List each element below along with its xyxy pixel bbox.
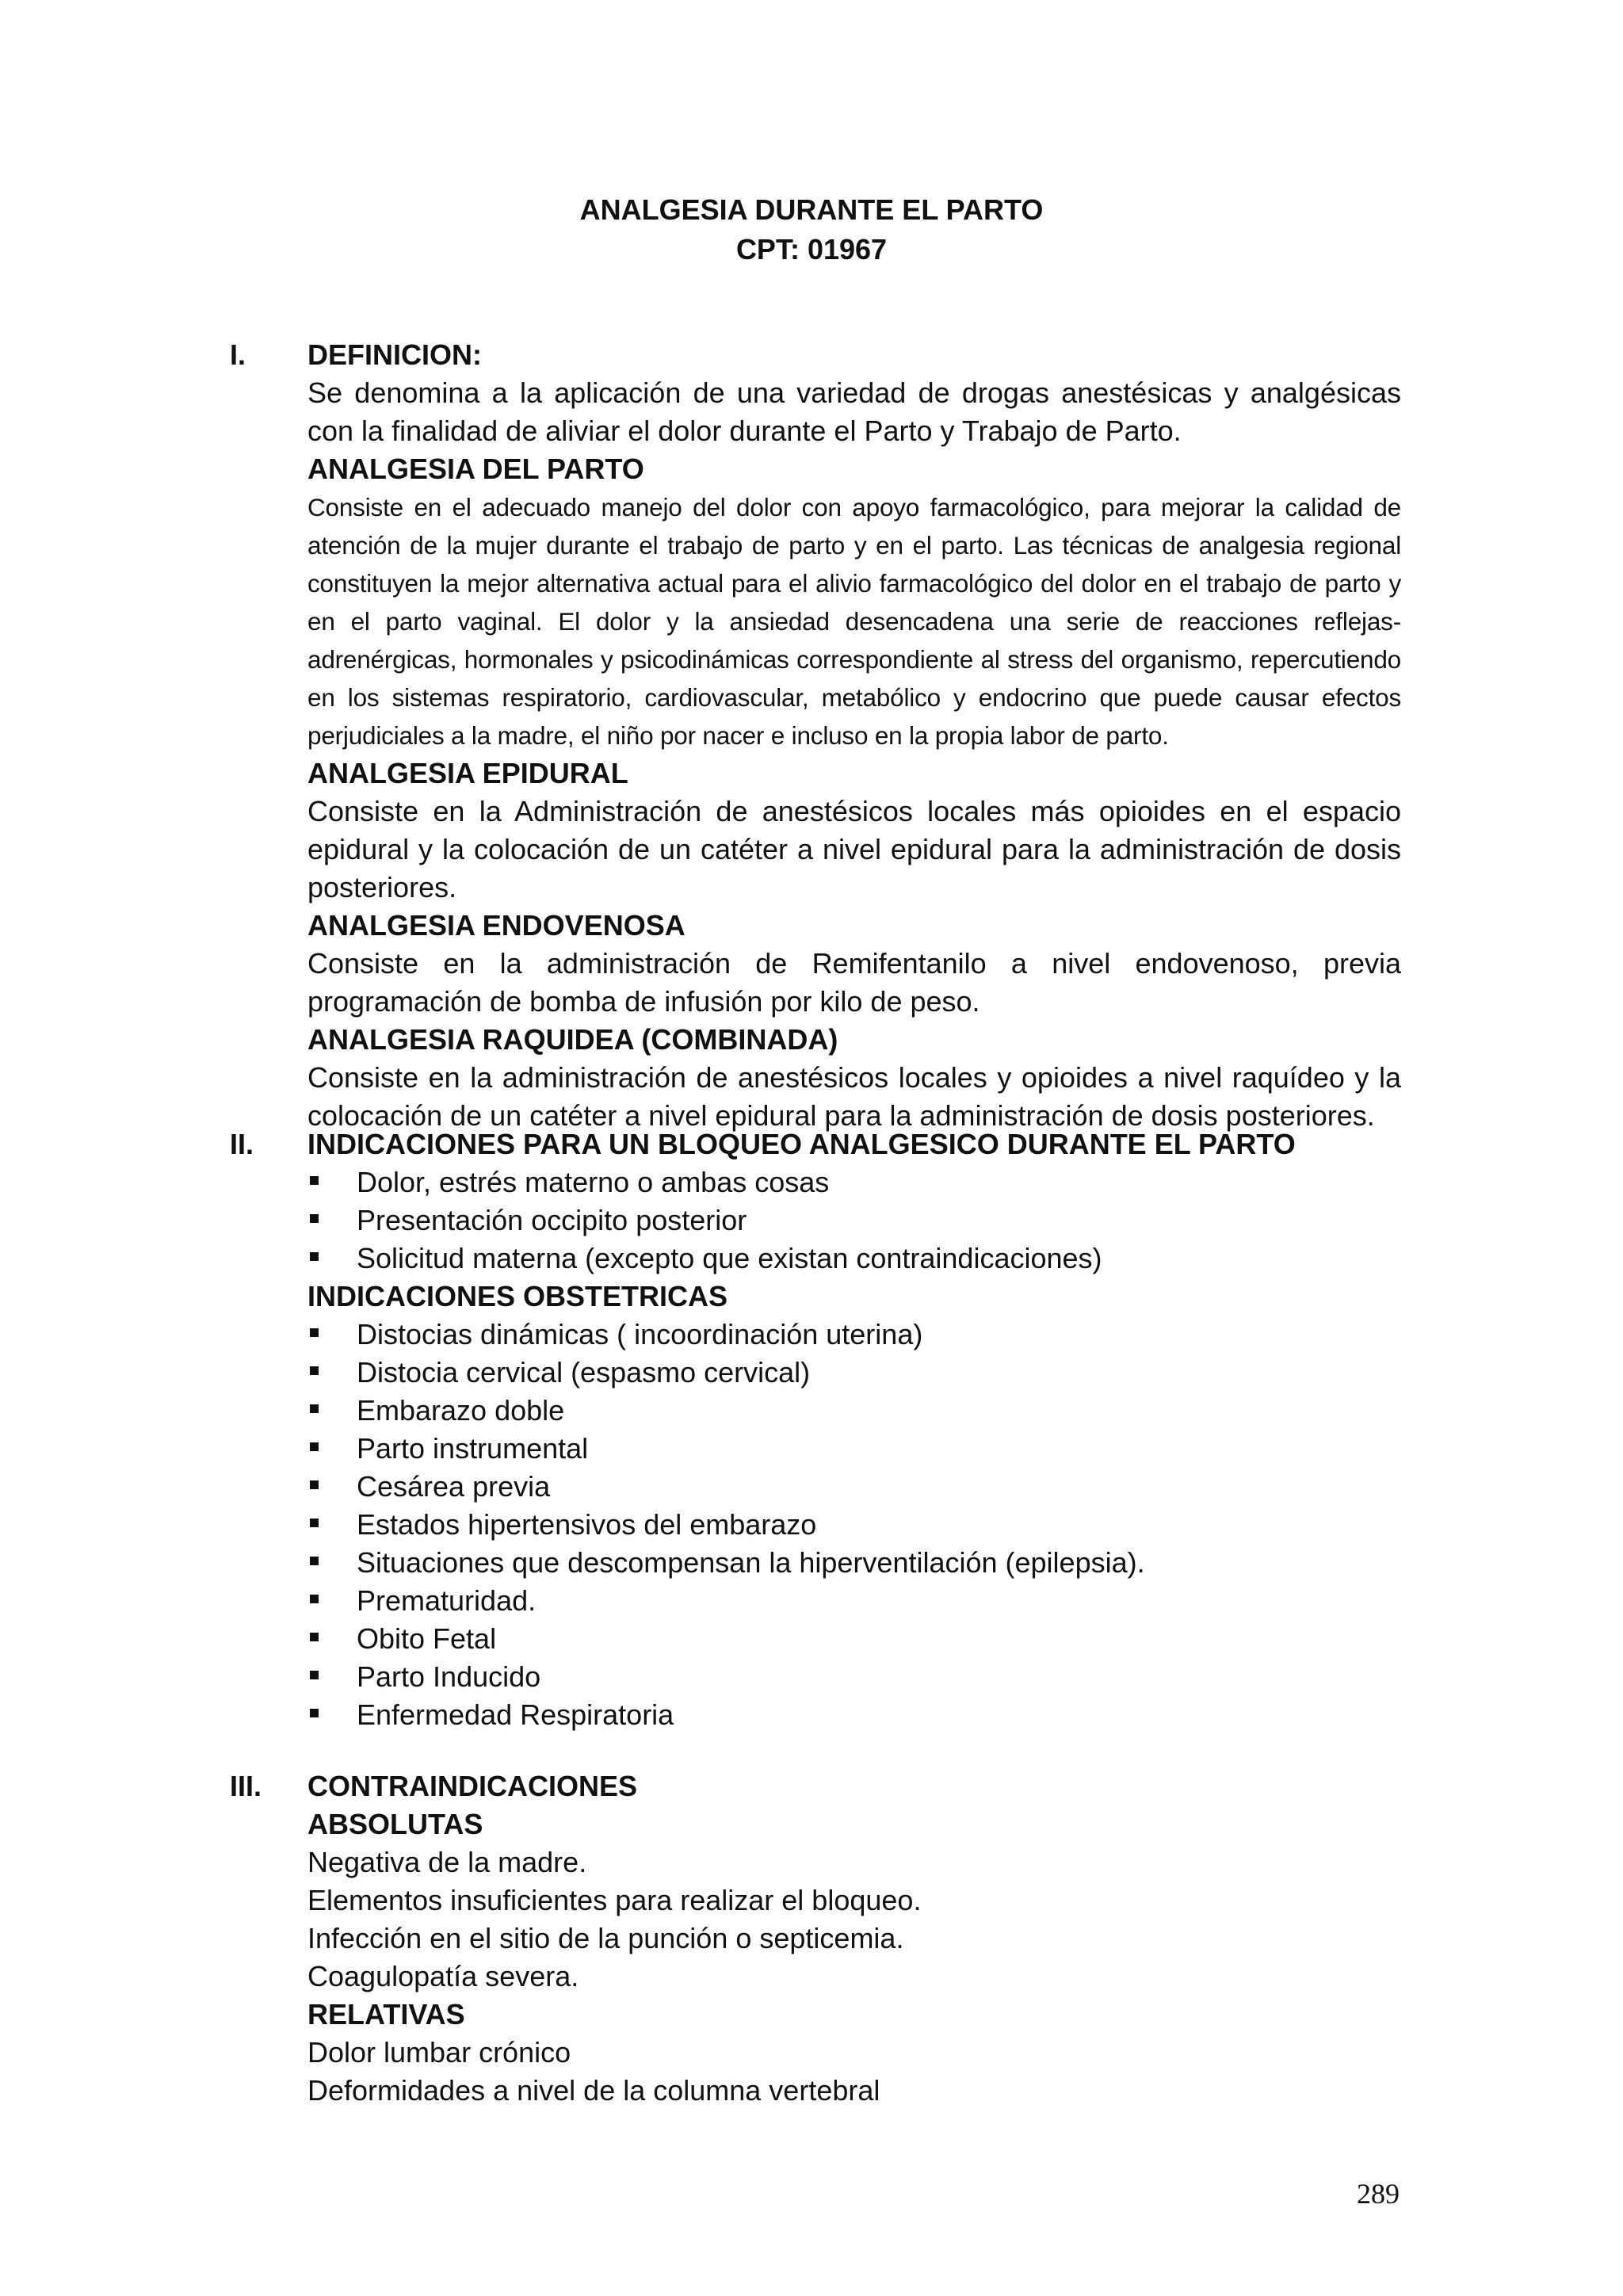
relative-item: Deformidades a nivel de la columna vertebral [307, 2074, 880, 2107]
square-bullet-icon [310, 1366, 319, 1375]
square-bullet-icon [310, 1709, 319, 1717]
list-item-text: Presentación occipito posterior [357, 1204, 747, 1236]
relative-item: Dolor lumbar crónico [307, 2036, 571, 2069]
obstetric-indications-list [307, 1316, 1401, 1734]
list-item [307, 1620, 1401, 1658]
list-item-text: Distocias dinámicas ( incoordinación uterina) [357, 1318, 923, 1350]
square-bullet-icon [310, 1176, 319, 1185]
list-item-text: Solicitud materna (excepto que existan contraindicaciones) [357, 1242, 1102, 1274]
list-item-text: Situaciones que descompensan la hiperventilación (epilepsia). [357, 1546, 1145, 1579]
subsection-text: Consiste en la Administración de anestésicos locales más opioides en el espacio epidural y la colocación de un catéter a nivel epidural para la administración de dosis posteriores. [307, 795, 1401, 904]
relative-heading: RELATIVAS [307, 1998, 465, 2030]
subsection-heading: ANALGESIA ENDOVENOSA [307, 909, 685, 942]
square-bullet-icon [310, 1671, 319, 1679]
list-item [307, 1544, 1401, 1582]
subsection-heading: ANALGESIA EPIDURAL [307, 757, 628, 789]
absolute-item: Infección en el sitio de la punción o septicemia. [307, 1922, 904, 1954]
absolute-heading: ABSOLUTAS [307, 1808, 483, 1840]
section-1-definicion [307, 336, 1401, 1135]
square-bullet-icon [310, 1404, 319, 1413]
section-2-number: II. [230, 1128, 254, 1160]
list-item [307, 1468, 1401, 1506]
square-bullet-icon [310, 1595, 319, 1603]
absolute-item: Coagulopatía severa. [307, 1960, 579, 1992]
title-line-1: ANALGESIA DURANTE EL PARTO [579, 193, 1044, 226]
list-item [307, 1582, 1401, 1620]
list-item-text: Obito Fetal [357, 1622, 497, 1655]
list-item [307, 1163, 1401, 1201]
list-item-text: Distocia cervical (espasmo cervical) [357, 1356, 811, 1389]
section-3-heading: CONTRAINDICACIONES [307, 1770, 638, 1802]
list-item [307, 1430, 1401, 1468]
page-number: 289 [1357, 2178, 1400, 2210]
square-bullet-icon [310, 1328, 319, 1337]
list-item [307, 1240, 1401, 1278]
subsection-heading: ANALGESIA DEL PARTO [307, 453, 644, 485]
square-bullet-icon [310, 1557, 319, 1565]
indications-list [307, 1163, 1401, 1278]
list-item-text: Dolor, estrés materno o ambas cosas [357, 1166, 830, 1198]
list-item-text: Prematuridad. [357, 1584, 537, 1617]
section-3-contraindicaciones [307, 1767, 1401, 2110]
list-item [307, 1316, 1401, 1354]
list-item-text: Parto instrumental [357, 1432, 589, 1465]
absolute-item: Elementos insuficientes para realizar el bloqueo. [307, 1884, 922, 1916]
subsection-text: Consiste en la administración de anestésicos locales y opioides a nivel raquídeo y la colocación de un catéter a nivel epidural para la administración de dosis posteriores. [307, 1061, 1401, 1132]
list-item [307, 1696, 1401, 1734]
list-item [307, 1392, 1401, 1430]
list-item [307, 1658, 1401, 1696]
list-item-text: Cesárea previa [357, 1470, 551, 1503]
square-bullet-icon [310, 1252, 319, 1261]
subsection-heading: ANALGESIA RAQUIDEA (COMBINADA) [307, 1023, 838, 1056]
square-bullet-icon [310, 1519, 319, 1527]
square-bullet-icon [310, 1480, 319, 1489]
section-1-heading: DEFINICION: [307, 338, 482, 371]
absolute-item: Negativa de la madre. [307, 1846, 587, 1878]
list-item [307, 1506, 1401, 1544]
title-line-2: CPT: 01967 [735, 233, 888, 266]
section-2-indicaciones [307, 1125, 1401, 1734]
document-title [0, 190, 1623, 269]
obstetric-indications-heading: INDICACIONES OBSTETRICAS [307, 1280, 728, 1312]
subsection-text: Consiste en la administración de Remifentanilo a nivel endovenoso, previa programación de bomba de infusión por kilo de peso. [307, 947, 1401, 1018]
list-item [307, 1354, 1401, 1392]
list-item-text: Estados hipertensivos del embarazo [357, 1508, 817, 1541]
list-item [307, 1201, 1401, 1240]
section-3-number: III. [230, 1770, 262, 1802]
list-item-text: Embarazo doble [357, 1394, 565, 1427]
section-1-intro: Se denomina a la aplicación de una variedad de drogas anestésicas y analgésicas con la finalidad de aliviar el dolor durante el Parto y Trabajo de Parto. [307, 376, 1401, 447]
list-item-text: Parto Inducido [357, 1660, 541, 1693]
subsection-text: Consiste en el adecuado manejo del dolor con apoyo farmacológico, para mejorar la calidad de atención de la mujer durante el trabajo de parto y en el parto. Las técnicas de analgesia regional constituyen la mejor alternativa actual para el alivio farmacológico del dolor en el trabajo de parto y en el parto vaginal. El dolor y la ansiedad desencadena una serie de reacciones reflejas-adrenérgicas, hormonales y psicodinámicas correspondiente al stress del organismo, repercutiendo en los sistemas respiratorio, cardiovascular, metabólico y endocrino que puede causar efectos perjudiciales a la madre, el niño por nacer e incluso en la propia labor de parto. [307, 493, 1401, 750]
list-item-text: Enfermedad Respiratoria [357, 1698, 674, 1731]
square-bullet-icon [310, 1442, 319, 1451]
section-2-heading: INDICACIONES PARA UN BLOQUEO ANALGESICO DURANTE EL PARTO [307, 1128, 1296, 1160]
section-1-number: I. [230, 338, 246, 371]
square-bullet-icon [310, 1633, 319, 1641]
square-bullet-icon [310, 1214, 319, 1223]
